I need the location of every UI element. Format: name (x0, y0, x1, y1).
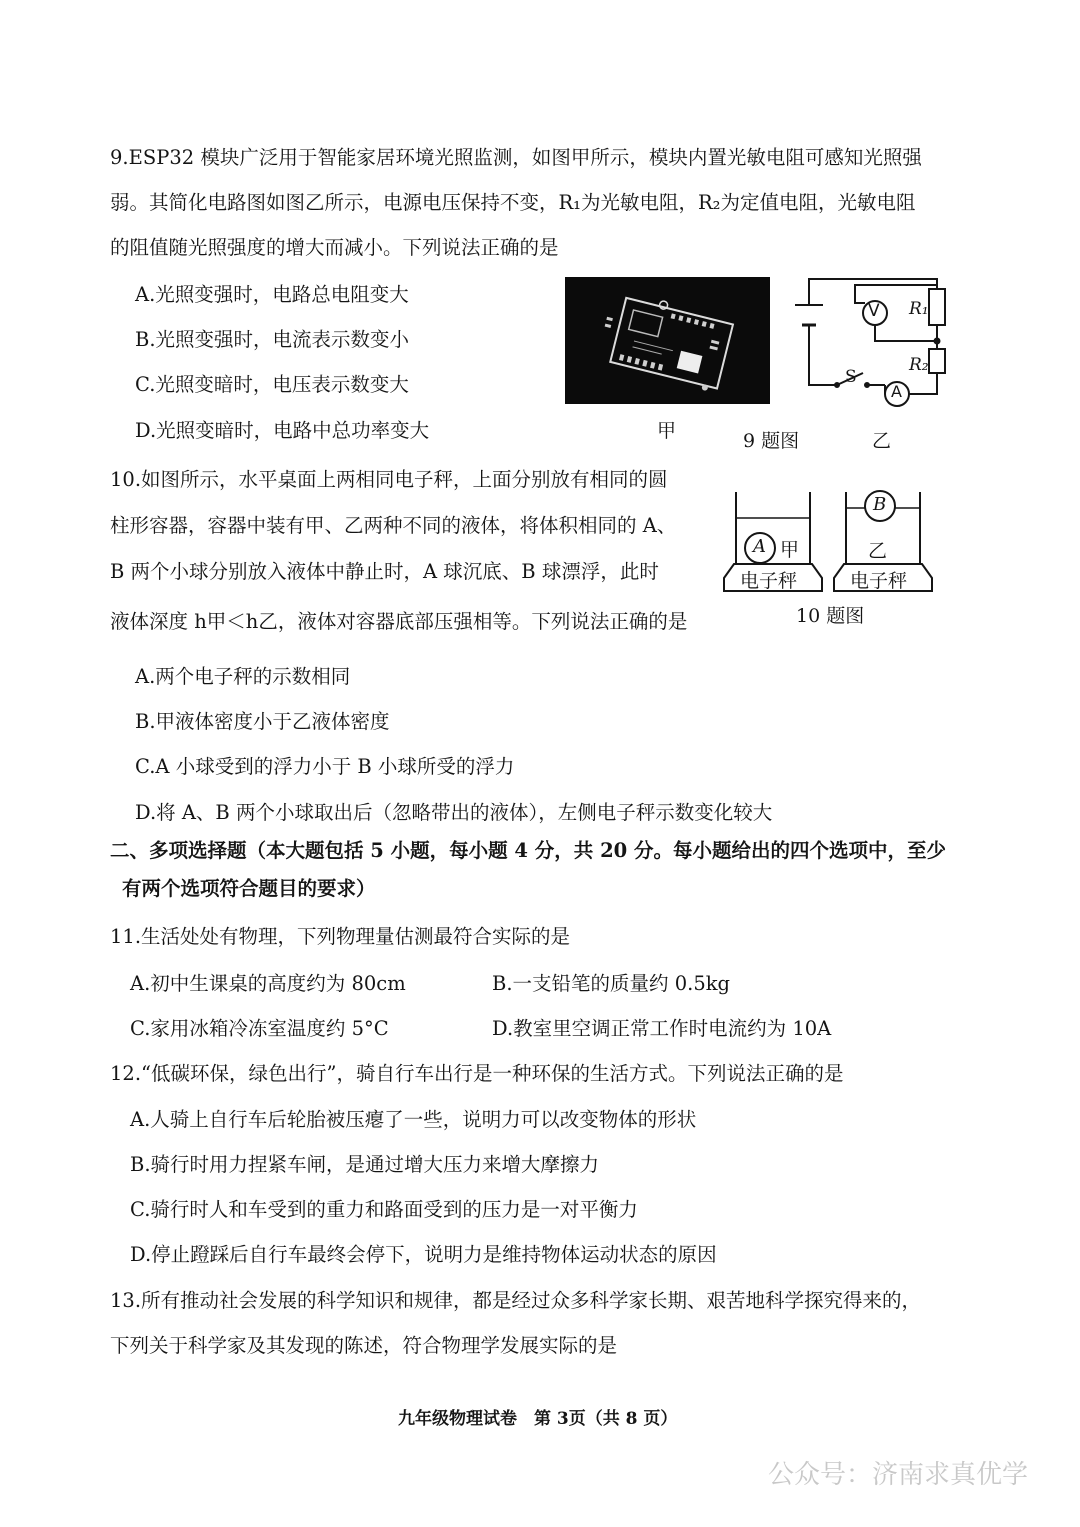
fig9-label-jia: 甲 (657, 420, 677, 442)
q12-stem: 12.“低碳环保，绿色出行”，骑自行车出行是一种环保的生活方式。下列说法正确的是 (110, 1062, 844, 1085)
page-footer: 九年级物理试卷 第 3页（共 8 页） (398, 1409, 678, 1429)
q9-option-d: D.光照变暗时，电路中总功率变大 (135, 419, 430, 442)
left-scale-label: 电子秤 (740, 570, 798, 592)
resistor-r2 (929, 349, 945, 373)
scales-diagram (718, 488, 943, 593)
section2-heading-line-1: 二、多项选择题（本大题包括 5 小题，每小题 4 分，共 20 分。每小题给出的四个选项中，至少 (110, 839, 947, 862)
q11-option-a: A.初中生课桌的高度约为 80cm (130, 972, 406, 995)
q9-option-a: A.光照变强时，电路总电阻变大 (135, 283, 409, 306)
q9-stem-line-2: 弱。其简化电路图如图乙所示，电源电压保持不变，R₁为光敏电阻，R₂为定值电阻，光敏电阻 (110, 191, 916, 214)
esp32-module-photo (565, 277, 770, 404)
liquid-jia-label: 甲 (780, 539, 800, 561)
switch-label: S (845, 367, 857, 387)
q10-option-c: C.A 小球受到的浮力小于 B 小球所受的浮力 (135, 755, 515, 778)
q12-option-b: B.骑行时用力捏紧车闸，是通过增大压力来增大摩擦力 (130, 1153, 600, 1176)
right-scale-label: 电子秤 (850, 570, 908, 592)
q10-option-d: D.将 A、B 两个小球取出后（忽略带出的液体），左侧电子秤示数变化较大 (135, 801, 773, 824)
q11-option-c: C.家用冰箱冷冻室温度约 5°C (130, 1017, 389, 1040)
q10-option-a: A.两个电子秤的示数相同 (135, 665, 351, 688)
r2-label: R₂ (909, 355, 929, 375)
r1-label: R₁ (909, 299, 929, 319)
q9-option-b: B.光照变强时，电流表示数变小 (135, 328, 410, 351)
ball-b-label: B (873, 494, 887, 515)
q12-option-d: D.停止蹬踩后自行车最终会停下，说明力是维持物体运动状态的原因 (130, 1243, 717, 1266)
circuit-wire-left (809, 331, 835, 385)
ball-a-label: A (753, 536, 766, 557)
circuit-diagram (795, 275, 960, 415)
q11-stem: 11.生活处处有物理，下列物理量估测最符合实际的是 (110, 925, 571, 948)
fig9-label-yi: 乙 (872, 430, 892, 452)
q10-stem-line-3: B 两个小球分别放入液体中静止时，A 球沉底、B 球漂浮，此时 (110, 560, 659, 583)
voltmeter-label: V (868, 301, 880, 321)
resistor-r1 (929, 289, 945, 325)
watermark: 公众号：济南求真优学 (768, 1460, 1029, 1490)
q10-option-b: B.甲液体密度小于乙液体密度 (135, 710, 390, 733)
circuit-wire-top (809, 279, 937, 299)
section2-heading-line-2: 有两个选项符合题目的要求） (122, 877, 376, 900)
q13-stem-line-2: 下列关于科学家及其发现的陈述，符合物理学发展实际的是 (110, 1334, 618, 1357)
q10-stem-line-4: 液体深度 h甲＜h乙，液体对容器底部压强相等。下列说法正确的是 (110, 610, 688, 633)
q13-stem-line-1: 13.所有推动社会发展的科学知识和规律，都是经过众多科学家长期、艰苦地科学探究得来的， (110, 1289, 922, 1312)
q9-stem-line-1: 9.ESP32 模块广泛用于智能家居环境光照监测，如图甲所示，模块内置光敏电阻可感知光照强 (110, 146, 922, 169)
q12-option-a: A.人骑上自行车后轮胎被压瘪了一些，说明力可以改变物体的形状 (130, 1108, 697, 1131)
q10-stem-line-2: 柱形容器，容器中装有甲、乙两种不同的液体，将体积相同的 A、 (110, 514, 677, 537)
esp32-board-image (565, 277, 770, 404)
q11-option-d: D.教室里空调正常工作时电流约为 10A (492, 1017, 832, 1040)
fig10-caption: 10 题图 (796, 605, 865, 627)
liquid-yi-label: 乙 (868, 540, 888, 562)
q9-option-c: C.光照变暗时，电压表示数变大 (135, 373, 409, 396)
q9-stem-line-3: 的阻值随光照强度的增大而减小。下列说法正确的是 (110, 236, 559, 259)
q10-stem-line-1: 10.如图所示，水平桌面上两相同电子秤，上面分别放有相同的圆 (110, 468, 668, 491)
q11-option-b: B.一支铅笔的质量约 0.5kg (492, 972, 731, 995)
fig9-caption: 9 题图 (743, 430, 800, 452)
q12-option-c: C.骑行时人和车受到的重力和路面受到的压力是一对平衡力 (130, 1198, 638, 1221)
ammeter-label: A (891, 382, 902, 401)
